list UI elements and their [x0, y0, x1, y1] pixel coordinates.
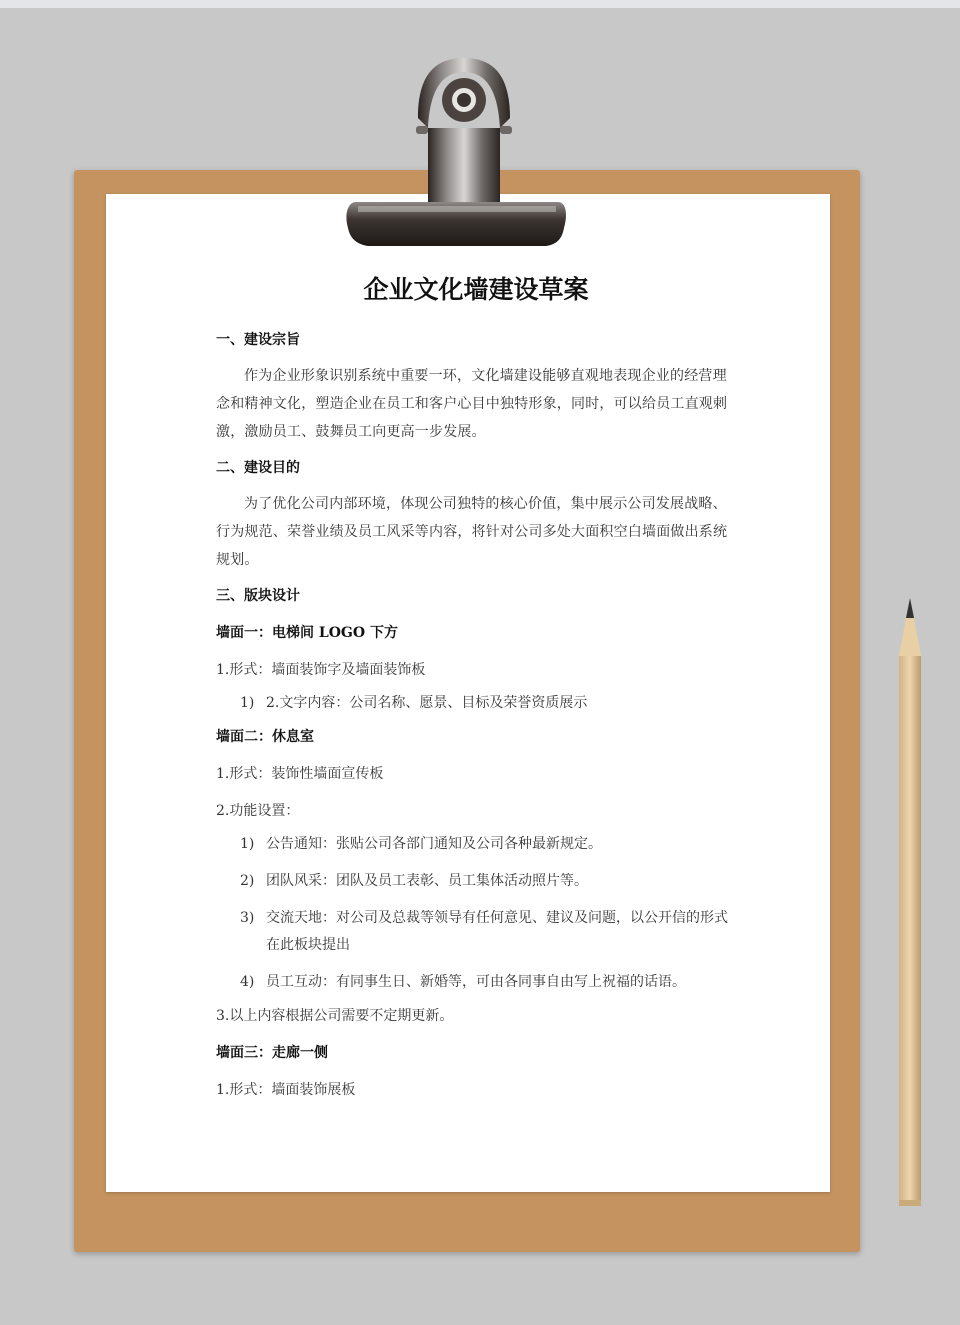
section-heading-purpose: 一、建设宗旨 [216, 332, 300, 348]
wall1-content-item [216, 690, 736, 717]
section-paragraph-goal: 为了优化公司内部环境，体现公司独特的核心价值，集中展示公司发展战略、行为规范、荣誉业绩及员工风采等内容，将针对公司多处大面积空白墙面做出系统规划。 [216, 496, 728, 568]
list-item [216, 868, 736, 895]
list-text: 公告通知：张贴公司各部门通知及公司各种最新规定。 [266, 836, 602, 852]
list-number: 1) [240, 695, 255, 711]
page-title: 企业文化墙建设草案 [363, 275, 589, 304]
section-heading-goal: 二、建设目的 [216, 460, 300, 476]
list-number: 3) [240, 910, 255, 926]
list-item [216, 831, 736, 858]
document-body [216, 270, 736, 1100]
section-paragraph-purpose: 作为企业形象识别系统中重要一环，文化墙建设能够直观地表现企业的经营理念和精神文化，塑造企业在员工和客户心目中独特形象，同时，可以给员工直观刺激，激励员工、鼓舞员工向更高一步发展。 [216, 368, 728, 440]
wall3-heading: 墙面三：走廊一侧 [216, 1045, 328, 1061]
top-band [0, 0, 960, 8]
list-text: 交流天地：对公司及总裁等领导有任何意见、建议及问题，以公开信的形式在此板块提出 [266, 910, 728, 953]
binder-clip-icon [346, 56, 568, 252]
list-item [216, 969, 736, 996]
pencil-icon [893, 596, 927, 1210]
list-number: 2) [240, 873, 255, 889]
wall2-form: 1.形式：装饰性墙面宣传板 [216, 766, 384, 782]
list-number: 1) [240, 836, 255, 852]
list-text: 员工互动：有同事生日、新婚等，可由各同事自由写上祝福的话语。 [266, 974, 686, 990]
wall2-functions: 2.功能设置： [216, 803, 300, 819]
wall2-update-note: 3.以上内容根据公司需要不定期更新。 [216, 1008, 454, 1024]
wall2-heading: 墙面二：休息室 [216, 729, 314, 745]
section-heading-design: 三、版块设计 [216, 588, 300, 604]
list-text: 2.文字内容：公司名称、愿景、目标及荣誉资质展示 [266, 695, 588, 711]
list-item [216, 905, 736, 959]
wall1-form: 1.形式：墙面装饰字及墙面装饰板 [216, 662, 426, 678]
list-text: 团队风采：团队及员工表彰、员工集体活动照片等。 [266, 873, 588, 889]
wall3-form: 1.形式：墙面装饰展板 [216, 1082, 356, 1098]
wall1-heading: 墙面一：电梯间 LOGO 下方 [216, 625, 398, 641]
list-number: 4) [240, 974, 255, 990]
